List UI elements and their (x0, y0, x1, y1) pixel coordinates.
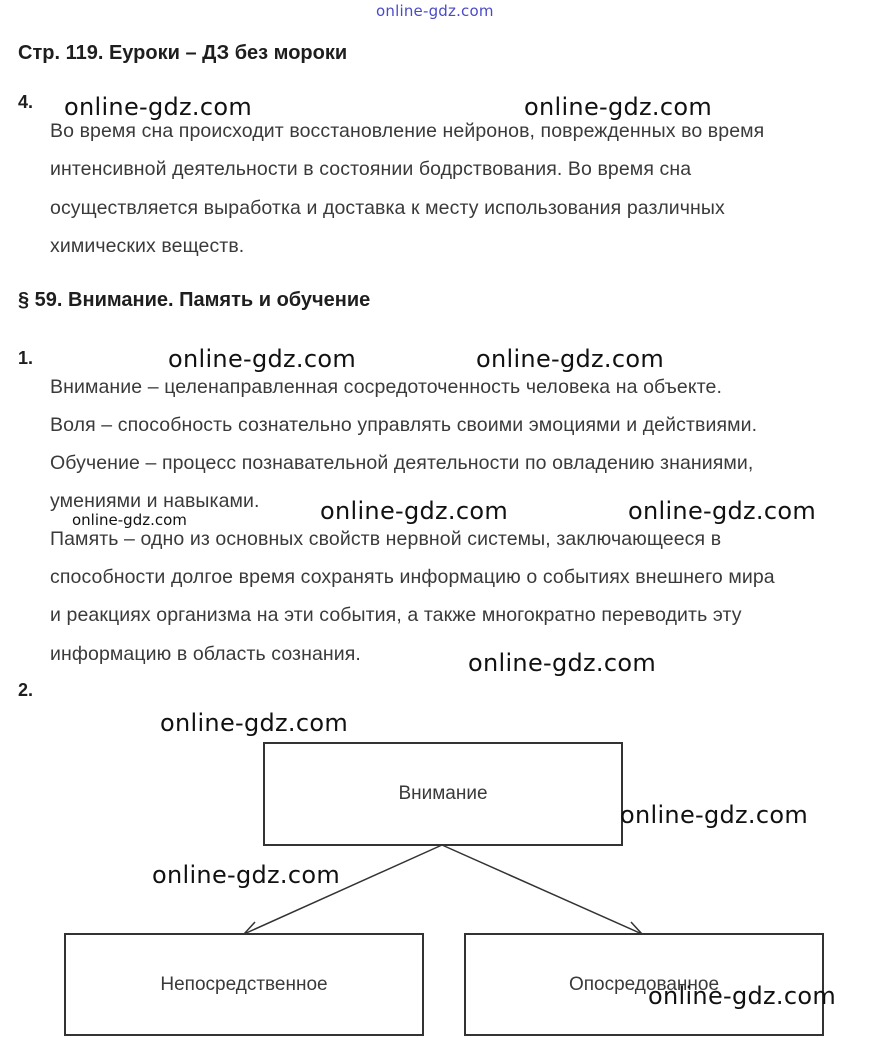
question-number-4: 4. (18, 92, 34, 112)
watermark: online-gdz.com (648, 982, 837, 1010)
section-item-number-1: 1. (18, 348, 34, 368)
watermark: online-gdz.com (320, 497, 509, 525)
s1-line-8: информацию в область сознания. (50, 643, 361, 665)
watermark: online-gdz.com (64, 93, 253, 121)
watermark: online-gdz.com (168, 345, 357, 373)
diagram-child-label-left: Непосредственное (160, 973, 328, 995)
q4-line-2: интенсивной деятельности в состоянии бодрствования. Во время сна (50, 158, 692, 180)
section-title: § 59. Внимание. Память и обучение (18, 289, 371, 311)
s1-line-7: и реакциях организма на эти события, а также многократно переводить эту (50, 604, 742, 626)
top-watermark: online-gdz.com (376, 2, 494, 20)
s1-line-6: способности долгое время сохранять информацию о событиях внешнего мира (50, 566, 775, 588)
diagram-child-box-left (64, 933, 424, 1036)
s1-line-1: Внимание – целенаправленная сосредоточенность человека на объекте. (50, 376, 722, 398)
diagram-root-label: Внимание (398, 783, 488, 804)
q4-line-3: осуществляется выработка и доставка к месту использования различных (50, 197, 725, 219)
s1-line-2: Воля – способность сознательно управлять своими эмоциями и действиями. (50, 414, 758, 436)
watermark: online-gdz.com (524, 93, 713, 121)
watermark: online-gdz.com (72, 511, 187, 529)
s1-line-4: умениями и навыками. (50, 490, 260, 512)
arrow-right-line (442, 845, 642, 934)
q4-line-4: химических веществ. (50, 235, 245, 257)
s1-line-3: Обучение – процесс познавательной деятельности по овладению знаниями, (50, 452, 754, 474)
watermark: online-gdz.com (476, 345, 665, 373)
s1-line-5: Память – одно из основных свойств нервной системы, заключающееся в (50, 528, 722, 550)
watermark: online-gdz.com (160, 709, 349, 737)
watermark: online-gdz.com (620, 801, 809, 829)
q4-line-1: Во время сна происходит восстановление нейронов, поврежденных во время (50, 120, 765, 142)
arrow-left-line (244, 845, 442, 934)
watermark: online-gdz.com (152, 861, 341, 889)
watermark: online-gdz.com (468, 649, 657, 677)
watermark: online-gdz.com (628, 497, 817, 525)
section-item-number-2: 2. (18, 680, 34, 700)
diagram-child-label-right: Опосредованное (568, 973, 720, 995)
page-title: Стр. 119. Еуроки – ДЗ без мороки (18, 42, 348, 64)
diagram-root-box (263, 742, 623, 846)
